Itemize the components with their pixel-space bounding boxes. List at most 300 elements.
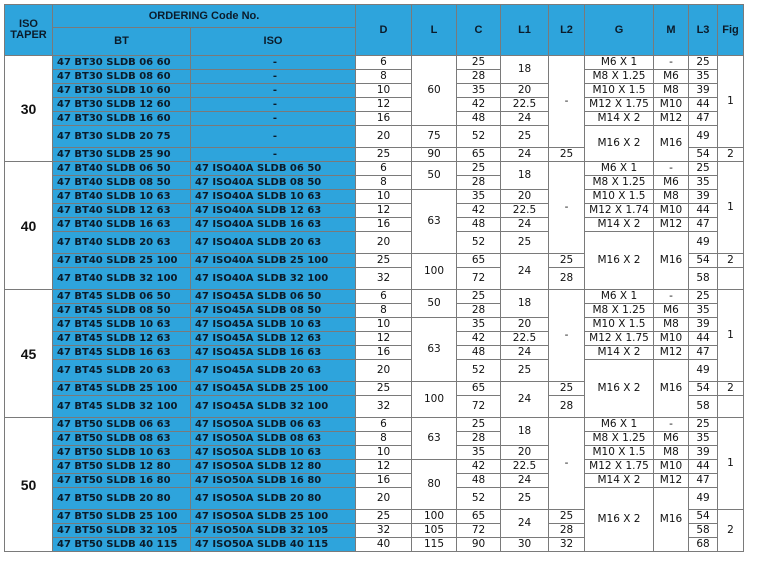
bt-code: 47 BT45 SLDB 32 100 [53,396,191,418]
iso-code: - [191,112,356,126]
iso-code: - [191,148,356,162]
g-thread: M14 X 2 [585,474,654,488]
l3-value: 25 [689,290,718,304]
c-value: 52 [457,488,501,510]
d-value: 25 [356,148,412,162]
m-thread: M10 [654,204,689,218]
l-value: 50 [412,162,457,190]
table-row [5,474,744,488]
m-thread: M6 [654,70,689,84]
iso-code: 47 ISO50A SLDB 12 80 [191,460,356,474]
g-thread: M8 X 1.25 [585,70,654,84]
l-value: 100 [412,510,457,524]
bt-code: 47 BT45 SLDB 16 63 [53,346,191,360]
d-value: 10 [356,190,412,204]
c-value: 72 [457,268,501,290]
g-thread: M14 X 2 [585,218,654,232]
bt-code: 47 BT50 SLDB 16 80 [53,474,191,488]
l3-value: 58 [689,396,718,418]
table-row [5,176,744,190]
fig-number: 2 [718,382,744,396]
c-value: 25 [457,290,501,304]
l3-value: 47 [689,346,718,360]
iso-code: 47 ISO40A SLDB 32 100 [191,268,356,290]
table-row [5,346,744,360]
d-value: 16 [356,346,412,360]
bt-code: 47 BT50 SLDB 06 63 [53,418,191,432]
l3-value: 25 [689,418,718,432]
iso-code: 47 ISO45A SLDB 32 100 [191,396,356,418]
l1-value: 24 [501,510,549,538]
table-row [5,488,744,510]
bt-code: 47 BT50 SLDB 32 105 [53,524,191,538]
d-value: 6 [356,290,412,304]
d-value: 40 [356,538,412,552]
l2-value: - [549,56,585,148]
header-l2: L2 [549,5,585,56]
d-value: 32 [356,268,412,290]
iso-code: 47 ISO40A SLDB 16 63 [191,218,356,232]
l3-value: 54 [689,382,718,396]
m-thread: - [654,418,689,432]
m-thread: M12 [654,346,689,360]
bt-code: 47 BT50 SLDB 40 115 [53,538,191,552]
l3-value: 35 [689,304,718,318]
table-row [5,126,744,148]
table-row [5,204,744,218]
fig-number: 2 [718,148,744,162]
c-value: 52 [457,232,501,254]
l1-value: 24 [501,382,549,418]
d-value: 8 [356,432,412,446]
g-thread: M12 X 1.75 [585,332,654,346]
l3-value: 49 [689,360,718,382]
g-thread: M10 X 1.5 [585,84,654,98]
header-l3: L3 [689,5,718,56]
c-value: 72 [457,524,501,538]
c-value: 35 [457,190,501,204]
m-thread: - [654,290,689,304]
bt-code: 47 BT50 SLDB 08 63 [53,432,191,446]
m-thread: M6 [654,304,689,318]
l1-value: 18 [501,418,549,446]
c-value: 48 [457,112,501,126]
l3-value: 25 [689,56,718,70]
iso-code: 47 ISO45A SLDB 10 63 [191,318,356,332]
table-row [5,290,744,304]
d-value: 16 [356,474,412,488]
bt-code: 47 BT40 SLDB 16 63 [53,218,191,232]
table-row [5,84,744,98]
l3-value: 58 [689,268,718,290]
l-value: 80 [412,460,457,510]
m-thread: M6 [654,432,689,446]
c-value: 25 [457,56,501,70]
l1-value: 24 [501,254,549,290]
c-value: 48 [457,218,501,232]
l2-value: 25 [549,148,585,162]
d-value: 20 [356,126,412,148]
iso-code: 47 ISO50A SLDB 32 105 [191,524,356,538]
table-row [5,56,744,70]
bt-code: 47 BT45 SLDB 08 50 [53,304,191,318]
table-row [5,70,744,84]
iso-code: 47 ISO50A SLDB 40 115 [191,538,356,552]
header-iso-taper: ISO TAPER [5,5,53,56]
fig-number: 1 [718,290,744,382]
m-thread: M8 [654,446,689,460]
iso-code: 47 ISO50A SLDB 25 100 [191,510,356,524]
g-thread: M14 X 2 [585,346,654,360]
l-value: 63 [412,418,457,460]
l3-value: 54 [689,148,718,162]
l1-value: 24 [501,112,549,126]
l3-value: 44 [689,98,718,112]
iso-code: 47 ISO40A SLDB 08 50 [191,176,356,190]
bt-code: 47 BT30 SLDB 20 75 [53,126,191,148]
l1-value: 25 [501,126,549,148]
l2-value: - [549,290,585,382]
bt-code: 47 BT40 SLDB 20 63 [53,232,191,254]
iso-code: 47 ISO40A SLDB 25 100 [191,254,356,268]
l1-value: 24 [501,346,549,360]
l3-value: 39 [689,84,718,98]
l1-value: 18 [501,290,549,318]
l2-value: 25 [549,510,585,524]
bt-code: 47 BT40 SLDB 10 63 [53,190,191,204]
iso-code: 47 ISO45A SLDB 20 63 [191,360,356,382]
m-thread: M6 [654,176,689,190]
c-value: 42 [457,204,501,218]
d-value: 6 [356,418,412,432]
l1-value: 25 [501,232,549,254]
l-value: 100 [412,254,457,290]
l3-value: 47 [689,218,718,232]
l3-value: 68 [689,538,718,552]
g-thread: M6 X 1 [585,56,654,70]
g-thread: M6 X 1 [585,418,654,432]
l1-value: 30 [501,538,549,552]
bt-code: 47 BT40 SLDB 08 50 [53,176,191,190]
g-thread: M16 X 2 [585,232,654,290]
iso-code: 47 ISO50A SLDB 10 63 [191,446,356,460]
c-value: 65 [457,382,501,396]
d-value: 20 [356,232,412,254]
g-thread: M12 X 1.74 [585,204,654,218]
table-row [5,318,744,332]
table-row [5,190,744,204]
bt-code: 47 BT45 SLDB 20 63 [53,360,191,382]
g-thread: M12 X 1.75 [585,460,654,474]
d-value: 12 [356,204,412,218]
fig-number [718,268,744,290]
l3-value: 49 [689,232,718,254]
iso-code: 47 ISO50A SLDB 06 63 [191,418,356,432]
g-thread: M8 X 1.25 [585,176,654,190]
l2-value: 28 [549,268,585,290]
header-bt: BT [53,28,191,56]
table-row [5,446,744,460]
iso-code: - [191,84,356,98]
m-thread: M12 [654,112,689,126]
l3-value: 49 [689,126,718,148]
d-value: 8 [356,70,412,84]
ordering-code-table [4,4,744,552]
taper-cell: 45 [5,290,53,418]
m-thread: M12 [654,218,689,232]
m-thread: M16 [654,360,689,418]
header-ordering-code: ORDERING Code No. [53,5,356,28]
l3-value: 35 [689,176,718,190]
bt-code: 47 BT50 SLDB 20 80 [53,488,191,510]
g-thread: M10 X 1.5 [585,446,654,460]
l3-value: 44 [689,332,718,346]
iso-code: - [191,98,356,112]
c-value: 28 [457,176,501,190]
l2-value: 32 [549,538,585,552]
bt-code: 47 BT40 SLDB 25 100 [53,254,191,268]
l-value: 90 [412,148,457,162]
bt-code: 47 BT45 SLDB 06 50 [53,290,191,304]
bt-code: 47 BT30 SLDB 06 60 [53,56,191,70]
d-value: 20 [356,488,412,510]
l2-value: 25 [549,382,585,396]
iso-code: 47 ISO40A SLDB 12 63 [191,204,356,218]
header-d: D [356,5,412,56]
bt-code: 47 BT30 SLDB 08 60 [53,70,191,84]
g-thread: M16 X 2 [585,360,654,418]
bt-code: 47 BT40 SLDB 06 50 [53,162,191,176]
c-value: 42 [457,460,501,474]
l1-value: 24 [501,148,549,162]
bt-code: 47 BT30 SLDB 10 60 [53,84,191,98]
iso-code: 47 ISO40A SLDB 10 63 [191,190,356,204]
d-value: 12 [356,332,412,346]
g-thread: M14 X 2 [585,112,654,126]
bt-code: 47 BT50 SLDB 25 100 [53,510,191,524]
fig-number: 2 [718,510,744,552]
c-value: 72 [457,396,501,418]
l3-value: 54 [689,254,718,268]
iso-code: - [191,70,356,84]
table-row [5,332,744,346]
m-thread: - [654,162,689,176]
header-g: G [585,5,654,56]
c-value: 90 [457,538,501,552]
d-value: 16 [356,112,412,126]
l1-value: 18 [501,56,549,84]
d-value: 6 [356,56,412,70]
g-thread: M8 X 1.25 [585,432,654,446]
c-value: 65 [457,510,501,524]
bt-code: 47 BT45 SLDB 25 100 [53,382,191,396]
taper-cell: 40 [5,162,53,290]
l2-value: 28 [549,524,585,538]
bt-code: 47 BT45 SLDB 10 63 [53,318,191,332]
g-thread: M8 X 1.25 [585,304,654,318]
iso-code: 47 ISO50A SLDB 20 80 [191,488,356,510]
bt-code: 47 BT30 SLDB 25 90 [53,148,191,162]
l3-value: 49 [689,488,718,510]
l1-value: 22.5 [501,204,549,218]
l3-value: 44 [689,460,718,474]
iso-code: 47 ISO40A SLDB 20 63 [191,232,356,254]
fig-number: 1 [718,418,744,510]
g-thread: M16 X 2 [585,126,654,162]
table-row [5,460,744,474]
l-value: 100 [412,382,457,418]
l1-value: 22.5 [501,98,549,112]
l3-value: 35 [689,70,718,84]
l1-value: 20 [501,318,549,332]
c-value: 28 [457,432,501,446]
c-value: 52 [457,126,501,148]
m-thread: M16 [654,126,689,162]
l2-value: 28 [549,396,585,418]
table-row [5,360,744,382]
bt-code: 47 BT40 SLDB 32 100 [53,268,191,290]
d-value: 12 [356,98,412,112]
d-value: 25 [356,382,412,396]
iso-code: 47 ISO45A SLDB 06 50 [191,290,356,304]
g-thread: M6 X 1 [585,162,654,176]
m-thread: M8 [654,84,689,98]
m-thread: M16 [654,232,689,290]
c-value: 25 [457,162,501,176]
fig-number: 2 [718,254,744,268]
g-thread: M10 X 1.5 [585,190,654,204]
header-fig: Fig [718,5,744,56]
l3-value: 58 [689,524,718,538]
iso-code: 47 ISO45A SLDB 08 50 [191,304,356,318]
header-l: L [412,5,457,56]
iso-code: 47 ISO45A SLDB 12 63 [191,332,356,346]
l2-value: - [549,162,585,254]
d-value: 32 [356,524,412,538]
l3-value: 39 [689,318,718,332]
bt-code: 47 BT30 SLDB 12 60 [53,98,191,112]
l3-value: 54 [689,510,718,524]
taper-cell: 30 [5,56,53,162]
d-value: 20 [356,360,412,382]
c-value: 35 [457,84,501,98]
c-value: 65 [457,148,501,162]
l3-value: 39 [689,190,718,204]
l-value: 115 [412,538,457,552]
l-value: 63 [412,190,457,254]
l1-value: 25 [501,488,549,510]
table-row [5,218,744,232]
header-l1: L1 [501,5,549,56]
m-thread: M10 [654,98,689,112]
header-m: M [654,5,689,56]
l3-value: 44 [689,204,718,218]
c-value: 48 [457,346,501,360]
l-value: 105 [412,524,457,538]
m-thread: - [654,56,689,70]
l1-value: 22.5 [501,332,549,346]
l1-value: 25 [501,360,549,382]
d-value: 16 [356,218,412,232]
table-row [5,304,744,318]
d-value: 12 [356,460,412,474]
g-thread: M6 X 1 [585,290,654,304]
c-value: 65 [457,254,501,268]
l3-value: 39 [689,446,718,460]
l1-value: 20 [501,84,549,98]
bt-code: 47 BT50 SLDB 10 63 [53,446,191,460]
m-thread: M10 [654,460,689,474]
iso-code: - [191,56,356,70]
m-thread: M16 [654,488,689,552]
d-value: 32 [356,396,412,418]
l2-value: - [549,418,585,510]
l3-value: 25 [689,162,718,176]
fig-number: 1 [718,56,744,148]
iso-code: 47 ISO45A SLDB 16 63 [191,346,356,360]
d-value: 25 [356,510,412,524]
m-thread: M8 [654,318,689,332]
d-value: 10 [356,84,412,98]
table-row [5,162,744,176]
m-thread: M12 [654,474,689,488]
d-value: 8 [356,176,412,190]
fig-number: 1 [718,162,744,254]
l3-value: 35 [689,432,718,446]
l1-value: 18 [501,162,549,190]
c-value: 42 [457,332,501,346]
c-value: 35 [457,446,501,460]
table-body [5,56,744,552]
c-value: 42 [457,98,501,112]
bt-code: 47 BT30 SLDB 16 60 [53,112,191,126]
g-thread: M16 X 2 [585,488,654,552]
c-value: 52 [457,360,501,382]
l1-value: 22.5 [501,460,549,474]
header-iso: ISO [191,28,356,56]
m-thread: M10 [654,332,689,346]
bt-code: 47 BT45 SLDB 12 63 [53,332,191,346]
table-row [5,432,744,446]
bt-code: 47 BT50 SLDB 12 80 [53,460,191,474]
l-value: 60 [412,56,457,126]
iso-code: - [191,126,356,148]
header-c: C [457,5,501,56]
d-value: 6 [356,162,412,176]
c-value: 35 [457,318,501,332]
l-value: 75 [412,126,457,148]
l1-value: 20 [501,446,549,460]
iso-code: 47 ISO50A SLDB 16 80 [191,474,356,488]
d-value: 25 [356,254,412,268]
table-row [5,98,744,112]
table-row [5,232,744,254]
l1-value: 20 [501,190,549,204]
l3-value: 47 [689,474,718,488]
l-value: 63 [412,318,457,382]
m-thread: M8 [654,190,689,204]
l-value: 50 [412,290,457,318]
fig-number [718,396,744,418]
c-value: 48 [457,474,501,488]
table-row [5,112,744,126]
iso-code: 47 ISO50A SLDB 08 63 [191,432,356,446]
l2-value: 25 [549,254,585,268]
c-value: 28 [457,304,501,318]
l1-value: 24 [501,474,549,488]
g-thread: M10 X 1.5 [585,318,654,332]
bt-code: 47 BT40 SLDB 12 63 [53,204,191,218]
